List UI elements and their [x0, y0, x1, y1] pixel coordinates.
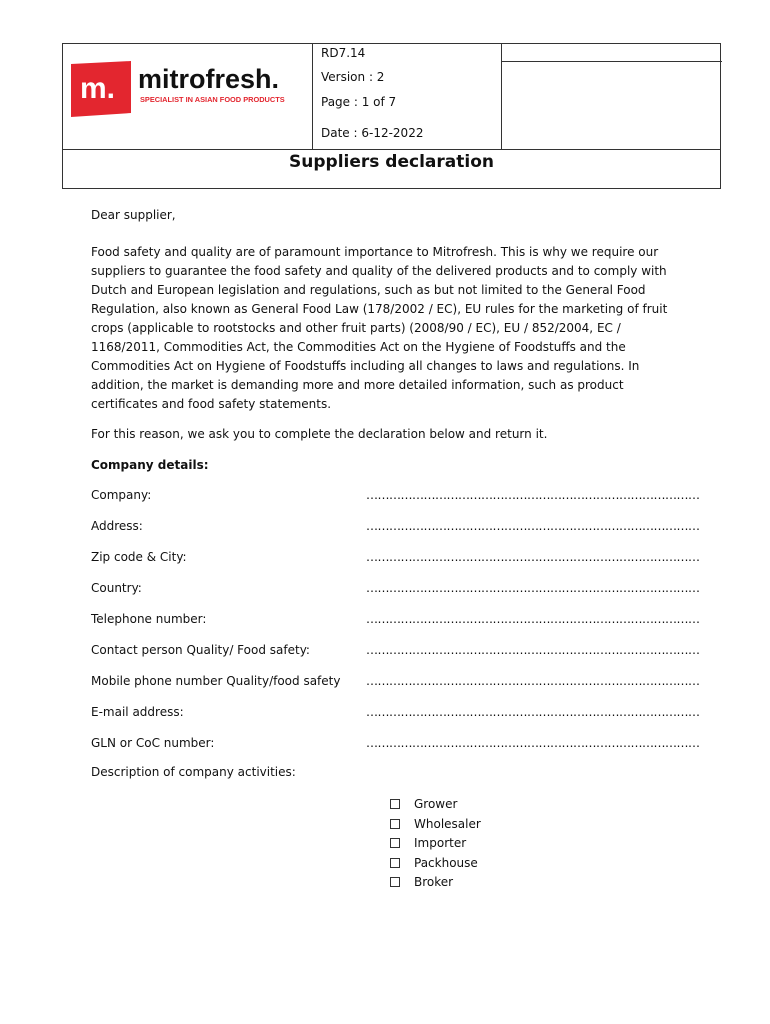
- field-label: Country:: [91, 581, 142, 595]
- field-input-line[interactable]: ……………………………………………………………………………: [366, 612, 700, 626]
- checkbox[interactable]: [390, 819, 400, 829]
- header-divider: [501, 44, 502, 149]
- page-title: Suppliers declaration: [289, 152, 494, 172]
- field-input-line[interactable]: ……………………………………………………………………………: [366, 581, 700, 595]
- header-divider: [501, 61, 722, 62]
- checkbox[interactable]: [390, 858, 400, 868]
- activity-option[interactable]: [390, 817, 481, 831]
- field-label: Mobile phone number Quality/food safety: [91, 674, 341, 688]
- greeting: Dear supplier,: [91, 208, 176, 222]
- field-input-line[interactable]: ……………………………………………………………………………: [366, 519, 700, 533]
- request-text: For this reason, we ask you to complete the declaration below and return it.: [91, 427, 548, 441]
- activities-label: Description of company activities:: [91, 765, 296, 779]
- checkbox[interactable]: [390, 877, 400, 887]
- activity-label: Wholesaler: [414, 816, 481, 831]
- field-input-line[interactable]: ……………………………………………………………………………: [366, 550, 700, 564]
- activity-label: Importer: [414, 836, 467, 850]
- activity-option[interactable]: [390, 875, 453, 889]
- logo-name: mitrofresh.: [138, 64, 280, 94]
- checkbox[interactable]: [390, 799, 400, 809]
- field-input-line[interactable]: ……………………………………………………………………………: [366, 488, 700, 502]
- activity-label: Grower: [414, 797, 458, 811]
- field-input-line[interactable]: ……………………………………………………………………………: [366, 674, 700, 688]
- activity-option[interactable]: [390, 797, 457, 811]
- logo-tagline: SPECIALIST IN ASIAN FOOD PRODUCTS: [140, 95, 285, 104]
- activity-label: Broker: [414, 875, 454, 889]
- document-date: Date : 6-12-2022: [321, 126, 424, 140]
- activity-option[interactable]: [390, 836, 466, 850]
- field-label: Telephone number:: [91, 612, 207, 626]
- activity-option[interactable]: [390, 856, 478, 870]
- field-label: Zip code & City:: [91, 550, 187, 564]
- document-header: [62, 43, 721, 189]
- field-label: Contact person Quality/ Food safety:: [91, 643, 310, 657]
- field-input-line[interactable]: ……………………………………………………………………………: [366, 705, 700, 719]
- intro-paragraph: Food safety and quality are of paramount importance to Mitrofresh. This is why we require our suppliers to guarantee the food safety and quality of the delivered products and to comply with Dutch and European legislation and regulations, such as but not limited to the General Food Regulation, also known as General Food Law (178/2002 / EC), EU rules for the marketing of fruit crops (applicable to rootstocks and other fruit parts) (2008/90 / EC), EU / 852/2004, EC / 1168/2011, Commodities Act, the Commodities Act on the Hygiene of Foodstuffs and the Commodities Act on Hygiene of Foodstuffs including all changes to laws and regulations. In addition, the market is demanding more and more detailed information, such as product certificates and food safety statements.: [91, 245, 668, 411]
- header-divider: [312, 44, 313, 149]
- section-title: Company details:: [91, 458, 209, 472]
- field-input-line[interactable]: ……………………………………………………………………………: [366, 736, 700, 750]
- document-code: RD7.14: [321, 46, 366, 60]
- activity-label: Packhouse: [414, 855, 478, 870]
- field-label: E-mail address:: [91, 705, 184, 719]
- field-label: GLN or CoC number:: [91, 736, 215, 750]
- field-label: Company:: [91, 488, 152, 502]
- page-number: Page : 1 of 7: [321, 95, 397, 109]
- checkbox[interactable]: [390, 838, 400, 848]
- mitrofresh-logo: [71, 61, 307, 117]
- field-label: Address:: [91, 519, 143, 533]
- field-input-line[interactable]: ……………………………………………………………………………: [366, 643, 700, 657]
- header-divider: [63, 149, 720, 150]
- logo-mark: m.: [80, 72, 116, 105]
- document-version: Version : 2: [321, 70, 385, 84]
